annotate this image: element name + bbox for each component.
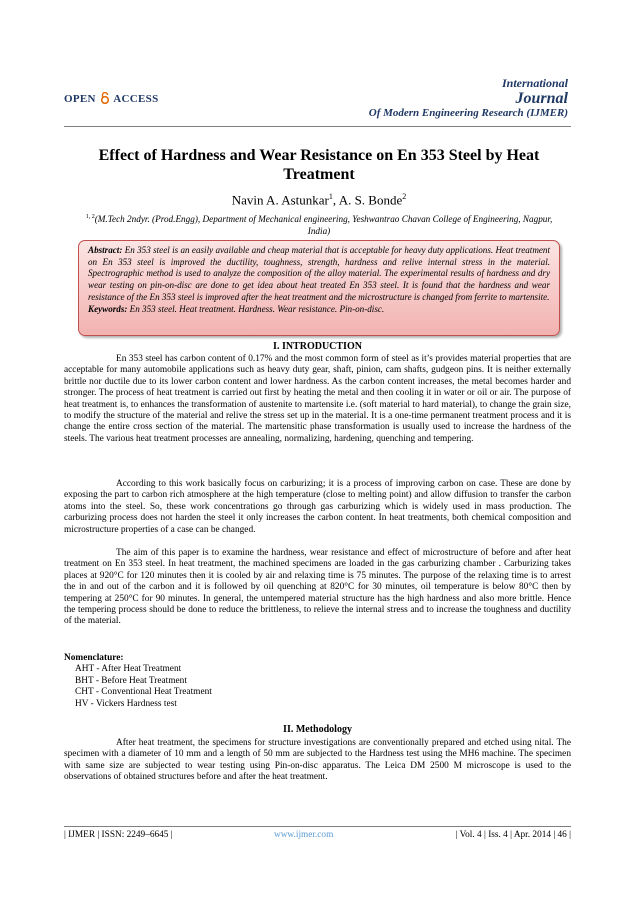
paper-title: Effect of Hardness and Wear Resistance on En 353 Steel by Heat Treatment <box>98 147 540 183</box>
nomenclature-item: CHT - Conventional Heat Treatment <box>75 687 212 698</box>
footer-issn: | IJMER | ISSN: 2249–6645 | <box>64 830 173 840</box>
keywords-label: Keywords: <box>88 303 128 314</box>
nomenclature-item: BHT - Before Heat Treatment <box>75 675 187 686</box>
section-heading-introduction: I. INTRODUCTION <box>273 341 362 352</box>
abstract-text: En 353 steel is an easily available and cheap material that is acceptable for heavy duty applications. Heat treatment on En 353 steel is improved the ductility, toughness, strength, hardness and relive internal stress in the material. Spectrographic method is used to analyze the composition of the alloy material. The experimental results of hardness and dry wear testing on pin-on-disc are done to get idea about heat treated En 353 steel. It is found that the hardness and wear resistance of the En 353 steel is improved after the heat treatment and the microstructure is changed from ferrite to martensite. <box>88 245 550 302</box>
open-access-right: ACCESS <box>113 93 159 105</box>
abstract-box <box>78 240 560 336</box>
intro-paragraph-3-text: The aim of this paper is to examine the hardness, wear resistance and effect of microstructure of before and after heat treatment on En 353 steel. In heat treatment, the machined specimens are loaded in the gas carburizing chamber . Carburizing takes places at 920°C for 120 minutes then it is cooled by air and relaxing time is 75 minutes. The purpose of the relaxing time is to arrest the in and out of the carbon and it is followed by oil quenching at 820°C for 30 minutes, oil temperature is below 80°C then by tempering at 250°C for 90 minutes. In general, the untempered material structure has the high hardness and also more brittle. Hence the tempering process should be done to reduce the brittleness, to relieve the internal stress and to increase the toughness and ductility of the material. <box>64 548 571 627</box>
nomenclature-item: AHT - After Heat Treatment <box>75 664 182 675</box>
nomenclature <box>64 653 212 710</box>
nomenclature-heading: Nomenclature: <box>64 653 124 663</box>
affiliation-sup: 1, 2 <box>85 214 95 220</box>
footer-website-link[interactable]: www.ijmer.com <box>274 830 334 840</box>
nomenclature-item: HV - Vickers Hardness test <box>75 698 177 709</box>
open-access-logo <box>64 92 159 105</box>
author-1-sup: 1 <box>328 192 333 201</box>
keywords-text: En 353 steel. Heat treatment. Hardness. Wear resistance. Pin-on-disc. <box>127 303 385 314</box>
affiliation-text: (M.Tech 2ndyr. (Prod.Engg), Department of Mechanical engineering, Yeshwantrao Chavan College of Engineering, Nagpur, India) <box>94 214 553 237</box>
open-access-left: OPEN <box>64 93 96 105</box>
journal-line-journal: Journal <box>515 90 568 107</box>
intro-paragraph-1 <box>64 354 571 445</box>
methodology-paragraph <box>64 738 571 784</box>
affiliation <box>84 211 554 237</box>
open-lock-icon <box>100 92 110 104</box>
abstract-label: Abstract: <box>88 245 123 255</box>
methodology-paragraph-text: After heat treatment, the specimens for structure investigations are conventionally prepared and etched using nital. The specimen with a diameter of 10 mm and a length of 50 mm are subjected to the Hardness test using the MH6 machine. The specimen with same size are subjected to wear testing using Pin-on-disc apparatus. The Leica DM 2500 M microscope is used to the observations of obtained structures before and after the heat treatment. <box>64 738 571 783</box>
intro-paragraph-2-text: According to this work basically focus on carburizing; it is a process of improving carbon on case. These are done by exposing the part to carbon rich atmosphere at the high temperature (close to melting point) and allow diffusion to transfer the carbon atoms into the steel. So, these work concentrations go through gas carburizing which is widely used in mass production. The carburizing process does not harden the steel it only increases the carbon content. In heat treatments, both chemical composition and microstructure properties of a case can be changed. <box>64 479 571 535</box>
author-2-sup: 2 <box>402 192 407 201</box>
footer-divider <box>64 826 571 827</box>
author-separator: , <box>332 192 339 208</box>
section-heading-methodology: II. Methodology <box>283 724 352 735</box>
journal-line-subtitle: Of Modern Engineering Research (IJMER) <box>368 107 568 119</box>
footer-volume: | Vol. 4 | Iss. 4 | Apr. 2014 | 46 | <box>455 830 571 840</box>
header-divider <box>64 126 571 127</box>
author-1: Navin A. Astunkar <box>231 192 329 208</box>
journal-name <box>369 76 568 119</box>
journal-line-international: International <box>501 76 568 90</box>
intro-paragraph-1-text: En 353 steel has carbon content of 0.17% and the most common form of steel as it’s provides material properties that are acceptable for many automobile applications such as heavy duty gear, shaft, pinion, cam shafts, gudgeon pins. It is neither externally brittle nor ductile due to its lower carbon content and lower hardness. As the carbon content increases, the metal becomes harder and stronger. The process of heat treatment is carried out first by heating the metal and then cooling it in water or oil or air. The purpose of heat treatment is, to enhances the transformation of austenite to martensite i.e. (soft material to hard material), to change the grain size, to modify the structure of the material and relive the stress set up in the material. It is a one-time permanent treatment process and it is change the entire cross section of the material. The martensitic phase transformation is usually used to increase the hardness of the steels. The various heat treatment processes are annealing, normalizing, hardening, quenching and tempering. <box>64 354 571 444</box>
intro-paragraph-3 <box>64 548 571 628</box>
author-line <box>70 192 568 208</box>
author-2: A. S. Bonde <box>338 192 403 208</box>
intro-paragraph-2 <box>64 479 571 536</box>
